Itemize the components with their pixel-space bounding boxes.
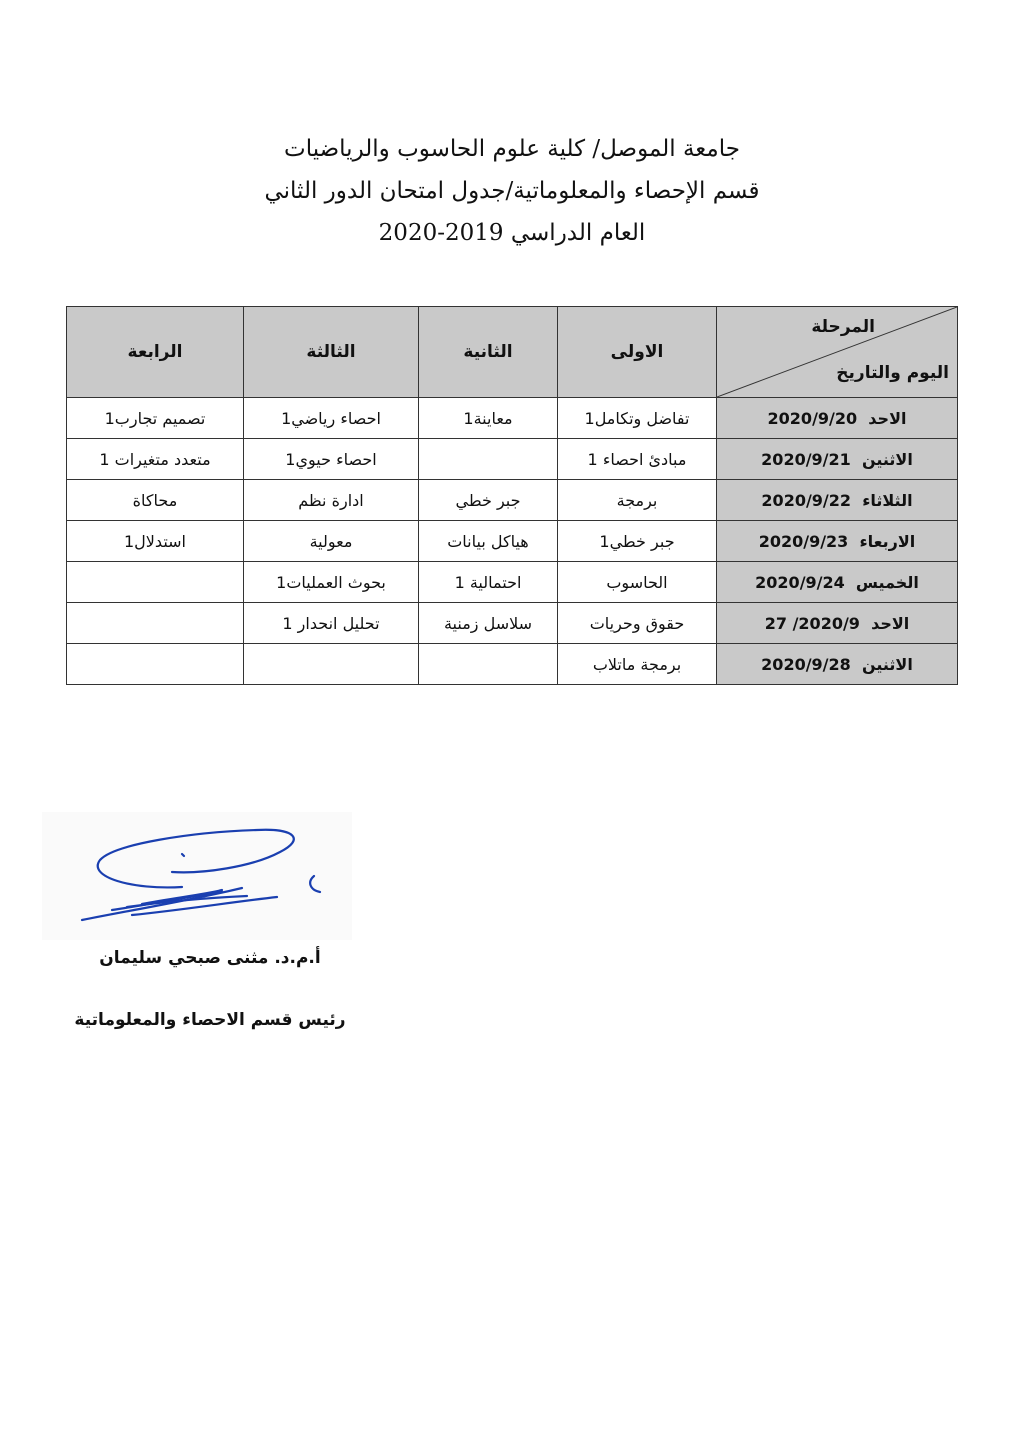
exam-subject: احتمالية 1 [419,562,558,603]
academic-year-line [0,212,1024,254]
day-date-cell [717,603,958,644]
day-name: الثلاثاء [862,490,913,510]
exam-subject: استدلال1 [67,521,244,562]
exam-subject [67,562,244,603]
day-name: الاثنين [861,449,913,469]
exam-date: 2020/9/24 [755,572,845,592]
stage-header: الثانية [419,307,558,398]
corner-header-cell [717,307,958,398]
exam-subject: برمجة [558,480,717,521]
table-row [67,439,958,480]
table-row [67,562,958,603]
exam-subject [67,603,244,644]
exam-subject: معولية [244,521,419,562]
exam-date: 2020/9/21 [761,449,851,469]
exam-subject: برمجة ماتلاب [558,644,717,685]
document-header [0,128,1024,254]
day-date-cell [717,644,958,685]
exam-subject [244,644,419,685]
table-row [67,603,958,644]
academic-year: العام الدراسي 2019-2020 [378,220,646,246]
exam-date: 2020/9/28 [761,654,851,674]
day-date-cell [717,480,958,521]
table-header-row [67,307,958,398]
table-row [67,521,958,562]
stage-header: الرابعة [67,307,244,398]
schedule-body [67,398,958,685]
stage-header: الاولى [558,307,717,398]
exam-subject: مبادئ احصاء 1 [558,439,717,480]
exam-subject: حقوق وحريات [558,603,717,644]
signature-image [42,812,352,940]
exam-date: 2020/9/23 [758,531,849,551]
exam-subject: معاينة1 [419,398,558,439]
exam-subject: تصميم تجارب1 [67,398,244,439]
exam-subject: سلاسل زمنية [419,603,558,644]
handwritten-signature [42,812,352,940]
table-row [67,480,958,521]
day-name: الخميس [855,572,919,592]
exam-subject: جبر خطي [419,480,558,521]
exam-schedule-table [66,306,958,685]
exam-subject: متعدد متغيرات 1 [67,439,244,480]
table-row [67,398,958,439]
exam-subject: الحاسوب [558,562,717,603]
exam-date: 2020/9/ 27 [764,613,860,633]
day-date-cell [717,521,958,562]
day-name: الاحد [868,408,907,428]
exam-subject: تحليل انحدار 1 [244,603,419,644]
exam-subject: هياكل بيانات [419,521,558,562]
day-name: الاثنين [861,654,913,674]
day-date-cell [717,562,958,603]
exam-subject: بحوث العمليات1 [244,562,419,603]
signer-name: أ.م.د. مثنى صبحي سليمان [99,948,321,968]
stage-label: المرحلة [811,317,875,337]
day-date-label: اليوم والتاريخ [836,363,949,383]
table-row [67,644,958,685]
exam-subject: محاكاة [67,480,244,521]
stage-header: الثالثة [244,307,419,398]
day-date-cell [717,398,958,439]
signer-title: رئيس قسم الاحصاء والمعلوماتية [74,1010,346,1030]
day-date-cell [717,439,958,480]
department-line: قسم الإحصاء والمعلوماتية/جدول امتحان الدور الثاني [264,178,760,204]
exam-subject: احصاء حيوي1 [244,439,419,480]
exam-subject: احصاء رياضي1 [244,398,419,439]
exam-subject [67,644,244,685]
day-name: الاحد [871,613,910,633]
university-line: جامعة الموصل/ كلية علوم الحاسوب والرياضيات [284,136,740,162]
exam-subject [419,439,558,480]
exam-date: 2020/9/22 [761,490,852,510]
exam-subject: ادارة نظم [244,480,419,521]
exam-subject [419,644,558,685]
exam-subject: جبر خطي1 [558,521,717,562]
day-name: الاربعاء [859,531,916,551]
exam-subject: تفاضل وتكامل1 [558,398,717,439]
exam-date: 2020/9/20 [767,408,858,428]
